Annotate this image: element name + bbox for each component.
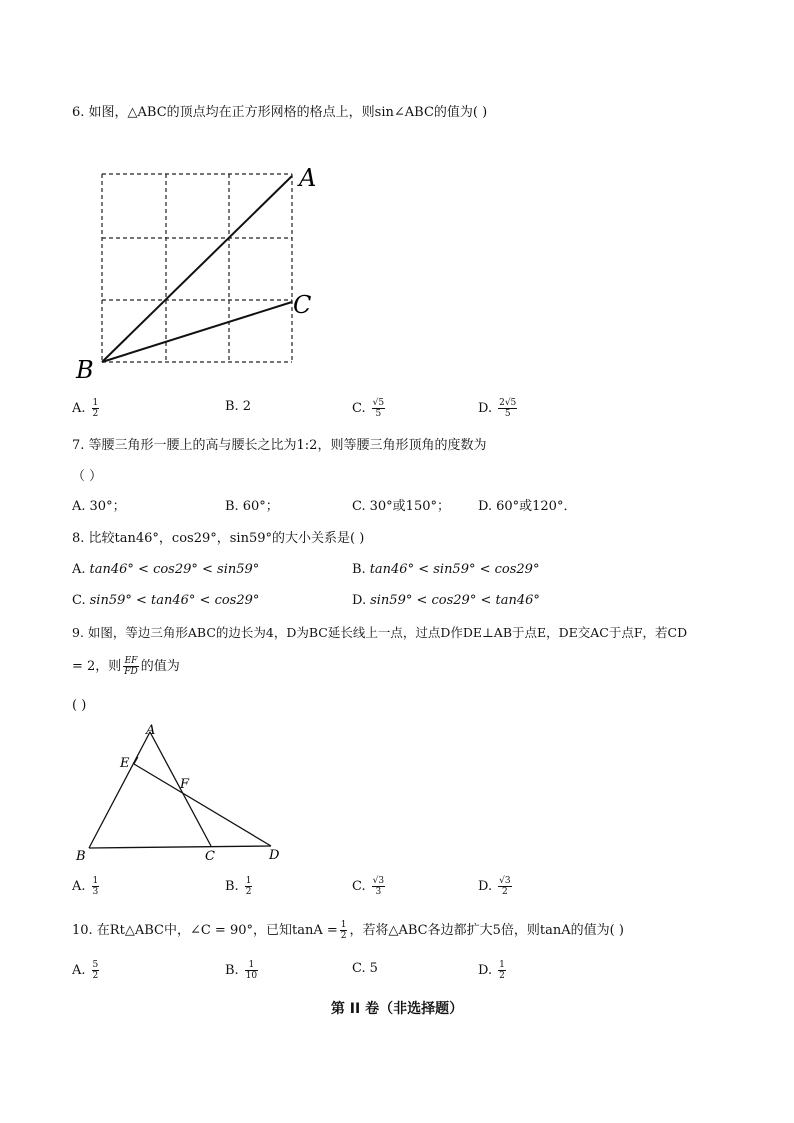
q7-paren: （ ） bbox=[72, 469, 103, 484]
q9-label-E: E bbox=[120, 756, 130, 771]
q6-label-A: A bbox=[299, 164, 317, 192]
q6-label-C: C bbox=[293, 291, 312, 319]
q7-option-b[interactable]: B. 60°； bbox=[225, 499, 279, 514]
q9-option-c[interactable]: C. $\frac{√3}{3}$ bbox=[352, 876, 385, 897]
q8-option-d[interactable]: D. sin59° < cos29° < tan46° bbox=[352, 593, 540, 608]
q7-stem: 7. 等腰三角形一腰上的高与腰长之比为1:2，则等腰三角形顶角的度数为 bbox=[72, 438, 487, 453]
q8-option-c[interactable]: C. sin59° < tan46° < cos29° bbox=[72, 593, 260, 608]
q6-stem: 6. 如图，△ABC的顶点均在正方形网格的格点上，则sin∠ABC的值为( ) bbox=[72, 105, 488, 120]
q6-option-b[interactable]: B. 2 bbox=[225, 399, 251, 414]
q10-option-d[interactable]: D. $\frac{1}{2}$ bbox=[478, 960, 505, 981]
q9-option-d[interactable]: D. $\frac{√3}{2}$ bbox=[478, 876, 511, 897]
segment-BA bbox=[102, 176, 292, 362]
q10-option-c[interactable]: C. 5 bbox=[352, 961, 378, 976]
q8-option-a[interactable]: A. tan46° < cos29° < sin59° bbox=[72, 562, 260, 577]
q8-stem: 8. 比较tan46°，cos29°，sin59°的大小关系是( ) bbox=[72, 531, 365, 546]
q6-label-B: B bbox=[76, 356, 94, 382]
q10-stem: 10. 在Rt△ABC中，∠C = 90°，已知tanA = $\frac{1}{2}$ ，若将△ABC各边都扩大5倍，则tanA的值为( ) bbox=[72, 920, 624, 941]
q8-option-b[interactable]: B. tan46° < sin59° < cos29° bbox=[352, 562, 540, 577]
q6-option-d[interactable]: D. $\frac{2√5}{5}$ bbox=[478, 398, 517, 419]
q9-stem-line2: = 2，则 $\frac{EF}{FD}$ 的值为 bbox=[72, 656, 180, 677]
q9-triangle-figure bbox=[70, 722, 295, 864]
q10-option-a[interactable]: A. $\frac{5}{2}$ bbox=[72, 960, 99, 981]
q9-label-C: C bbox=[205, 849, 215, 864]
q9-label-D: D bbox=[269, 848, 280, 863]
q9-paren: ( ) bbox=[72, 698, 87, 713]
q9-option-b[interactable]: B. $\frac{1}{2}$ bbox=[225, 876, 252, 897]
q9-stem-line1: 9. 如图，等边三角形ABC的边长为4，D为BC延长线上一点，过点D作DE⊥AB于点E，DE交AC于点F，若CD bbox=[72, 625, 688, 640]
q9-option-a[interactable]: A. $\frac{1}{3}$ bbox=[72, 876, 99, 897]
q7-option-c[interactable]: C. 30°或150°； bbox=[352, 499, 450, 514]
q6-option-a[interactable]: A. $\frac{1}{2}$ bbox=[72, 398, 99, 419]
segment-BC bbox=[102, 302, 292, 362]
q10-option-b[interactable]: B. $\frac{1}{10}$ bbox=[225, 960, 258, 981]
segment-ED bbox=[134, 764, 271, 846]
q9-label-F: F bbox=[180, 777, 190, 792]
q9-label-A: A bbox=[146, 723, 156, 738]
q6-grid-figure bbox=[70, 160, 330, 382]
section-title: 第 II 卷（非选择题） bbox=[330, 1001, 464, 1017]
segment-AB bbox=[89, 732, 150, 848]
q6-option-c[interactable]: C. $\frac{√5}{5}$ bbox=[352, 398, 385, 419]
segment-BD bbox=[89, 846, 271, 848]
q7-option-a[interactable]: A. 30°； bbox=[72, 499, 126, 514]
q7-option-d[interactable]: D. 60°或120°． bbox=[478, 499, 577, 514]
q9-label-B: B bbox=[76, 849, 86, 864]
